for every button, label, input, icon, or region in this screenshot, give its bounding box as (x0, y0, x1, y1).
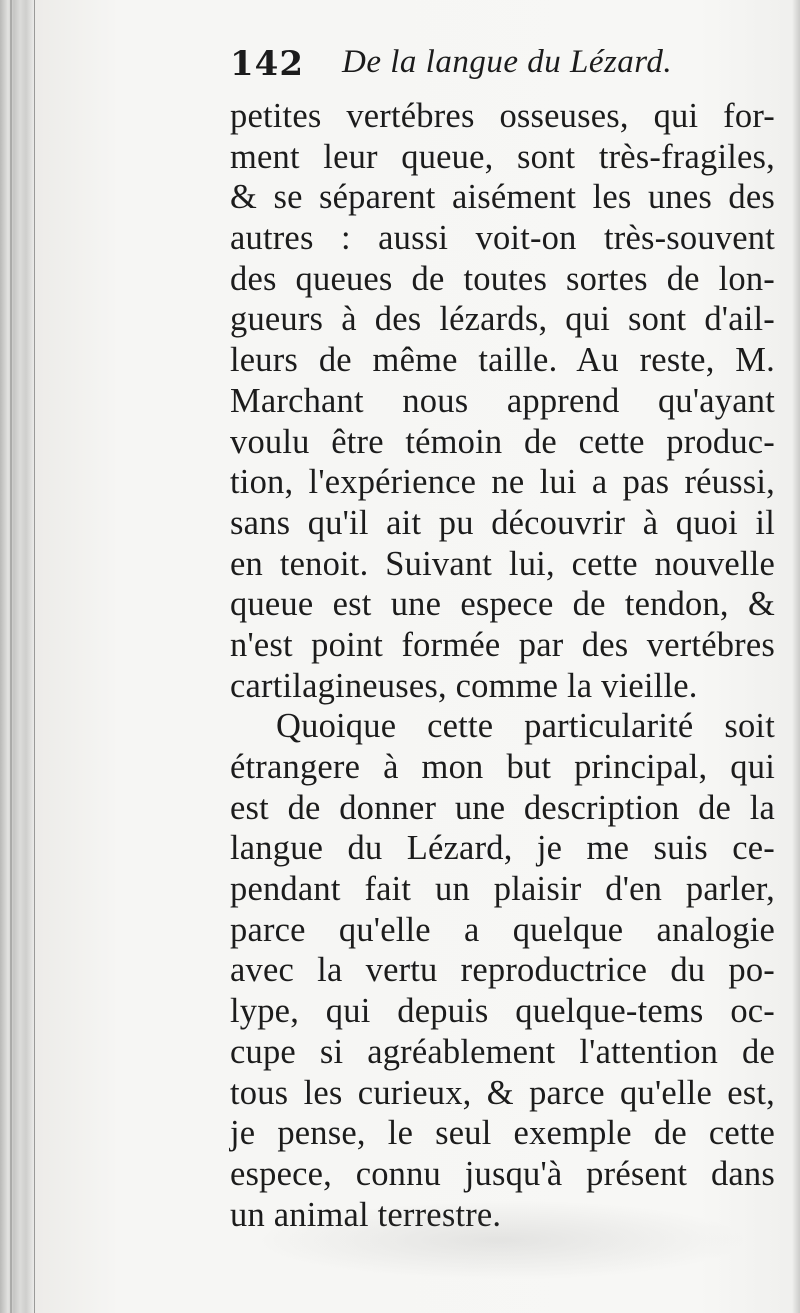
text-line: un animal terrestre. (230, 1195, 502, 1234)
text-line: ment leur queue, sont très-fragiles, (230, 137, 775, 176)
text-line: tous les curieux, & parce qu'elle est, (230, 1073, 775, 1112)
text-line: Marchant nous apprend qu'ayant (230, 381, 775, 420)
text-line: n'est point formée par des vertébres (230, 625, 775, 664)
text-line: en tenoit. Suivant lui, cette nouvelle (230, 544, 775, 583)
text-line: langue du Lézard, je me suis ce- (230, 829, 775, 868)
bleed-through-smudge (250, 1200, 750, 1280)
text-line: lype, qui depuis quelque-tems oc- (230, 992, 775, 1031)
book-binding (0, 0, 35, 1313)
running-title: De la langue du Lézard. (342, 44, 673, 80)
text-line: cartilagineuses, comme la vieille. (230, 666, 698, 705)
text-line: parce qu'elle a quelque analogie (230, 910, 775, 949)
text-line: étrangere à mon but principal, qui (230, 748, 775, 786)
text-line: pendant fait un plaisir d'en parler, (230, 870, 775, 909)
spine-line (10, 0, 12, 1313)
text-line: des queues de toutes sortes de lon- (230, 259, 775, 298)
page-number: 142 (230, 44, 304, 84)
text-line: leurs de même taille. Au reste, M. (230, 341, 775, 380)
text-line: queue est une espece de tendon, & (230, 585, 775, 624)
text-line: & se séparent aisément les unes des (230, 178, 775, 217)
page-header (230, 44, 770, 94)
body-text (230, 96, 775, 1235)
text-line: autres : aussi voit-on très-souvent (230, 219, 775, 258)
page-edge-shadow (792, 0, 800, 1313)
text-line: tion, l'expérience ne lui a pas réussi, (230, 463, 775, 502)
text-line: cupe si agréablement l'attention de (230, 1032, 775, 1071)
text-line: est de donner une description de la (230, 788, 775, 827)
text-line: avec la vertu reproductrice du po- (230, 951, 775, 990)
text-line: sans qu'il ait pu découvrir à quoi il (230, 503, 775, 542)
text-line: voulu être témoin de cette produc- (230, 422, 775, 461)
text-line: espece, connu jusqu'à présent dans (230, 1154, 775, 1193)
text-line: Quoique cette particularité soit (276, 707, 775, 746)
text-line: gueurs à des lézards, qui sont d'ail- (230, 300, 775, 339)
text-line: petites vertébres osseuses, qui for- (230, 97, 775, 135)
text-line: je pense, le seul exemple de cette (230, 1114, 775, 1153)
